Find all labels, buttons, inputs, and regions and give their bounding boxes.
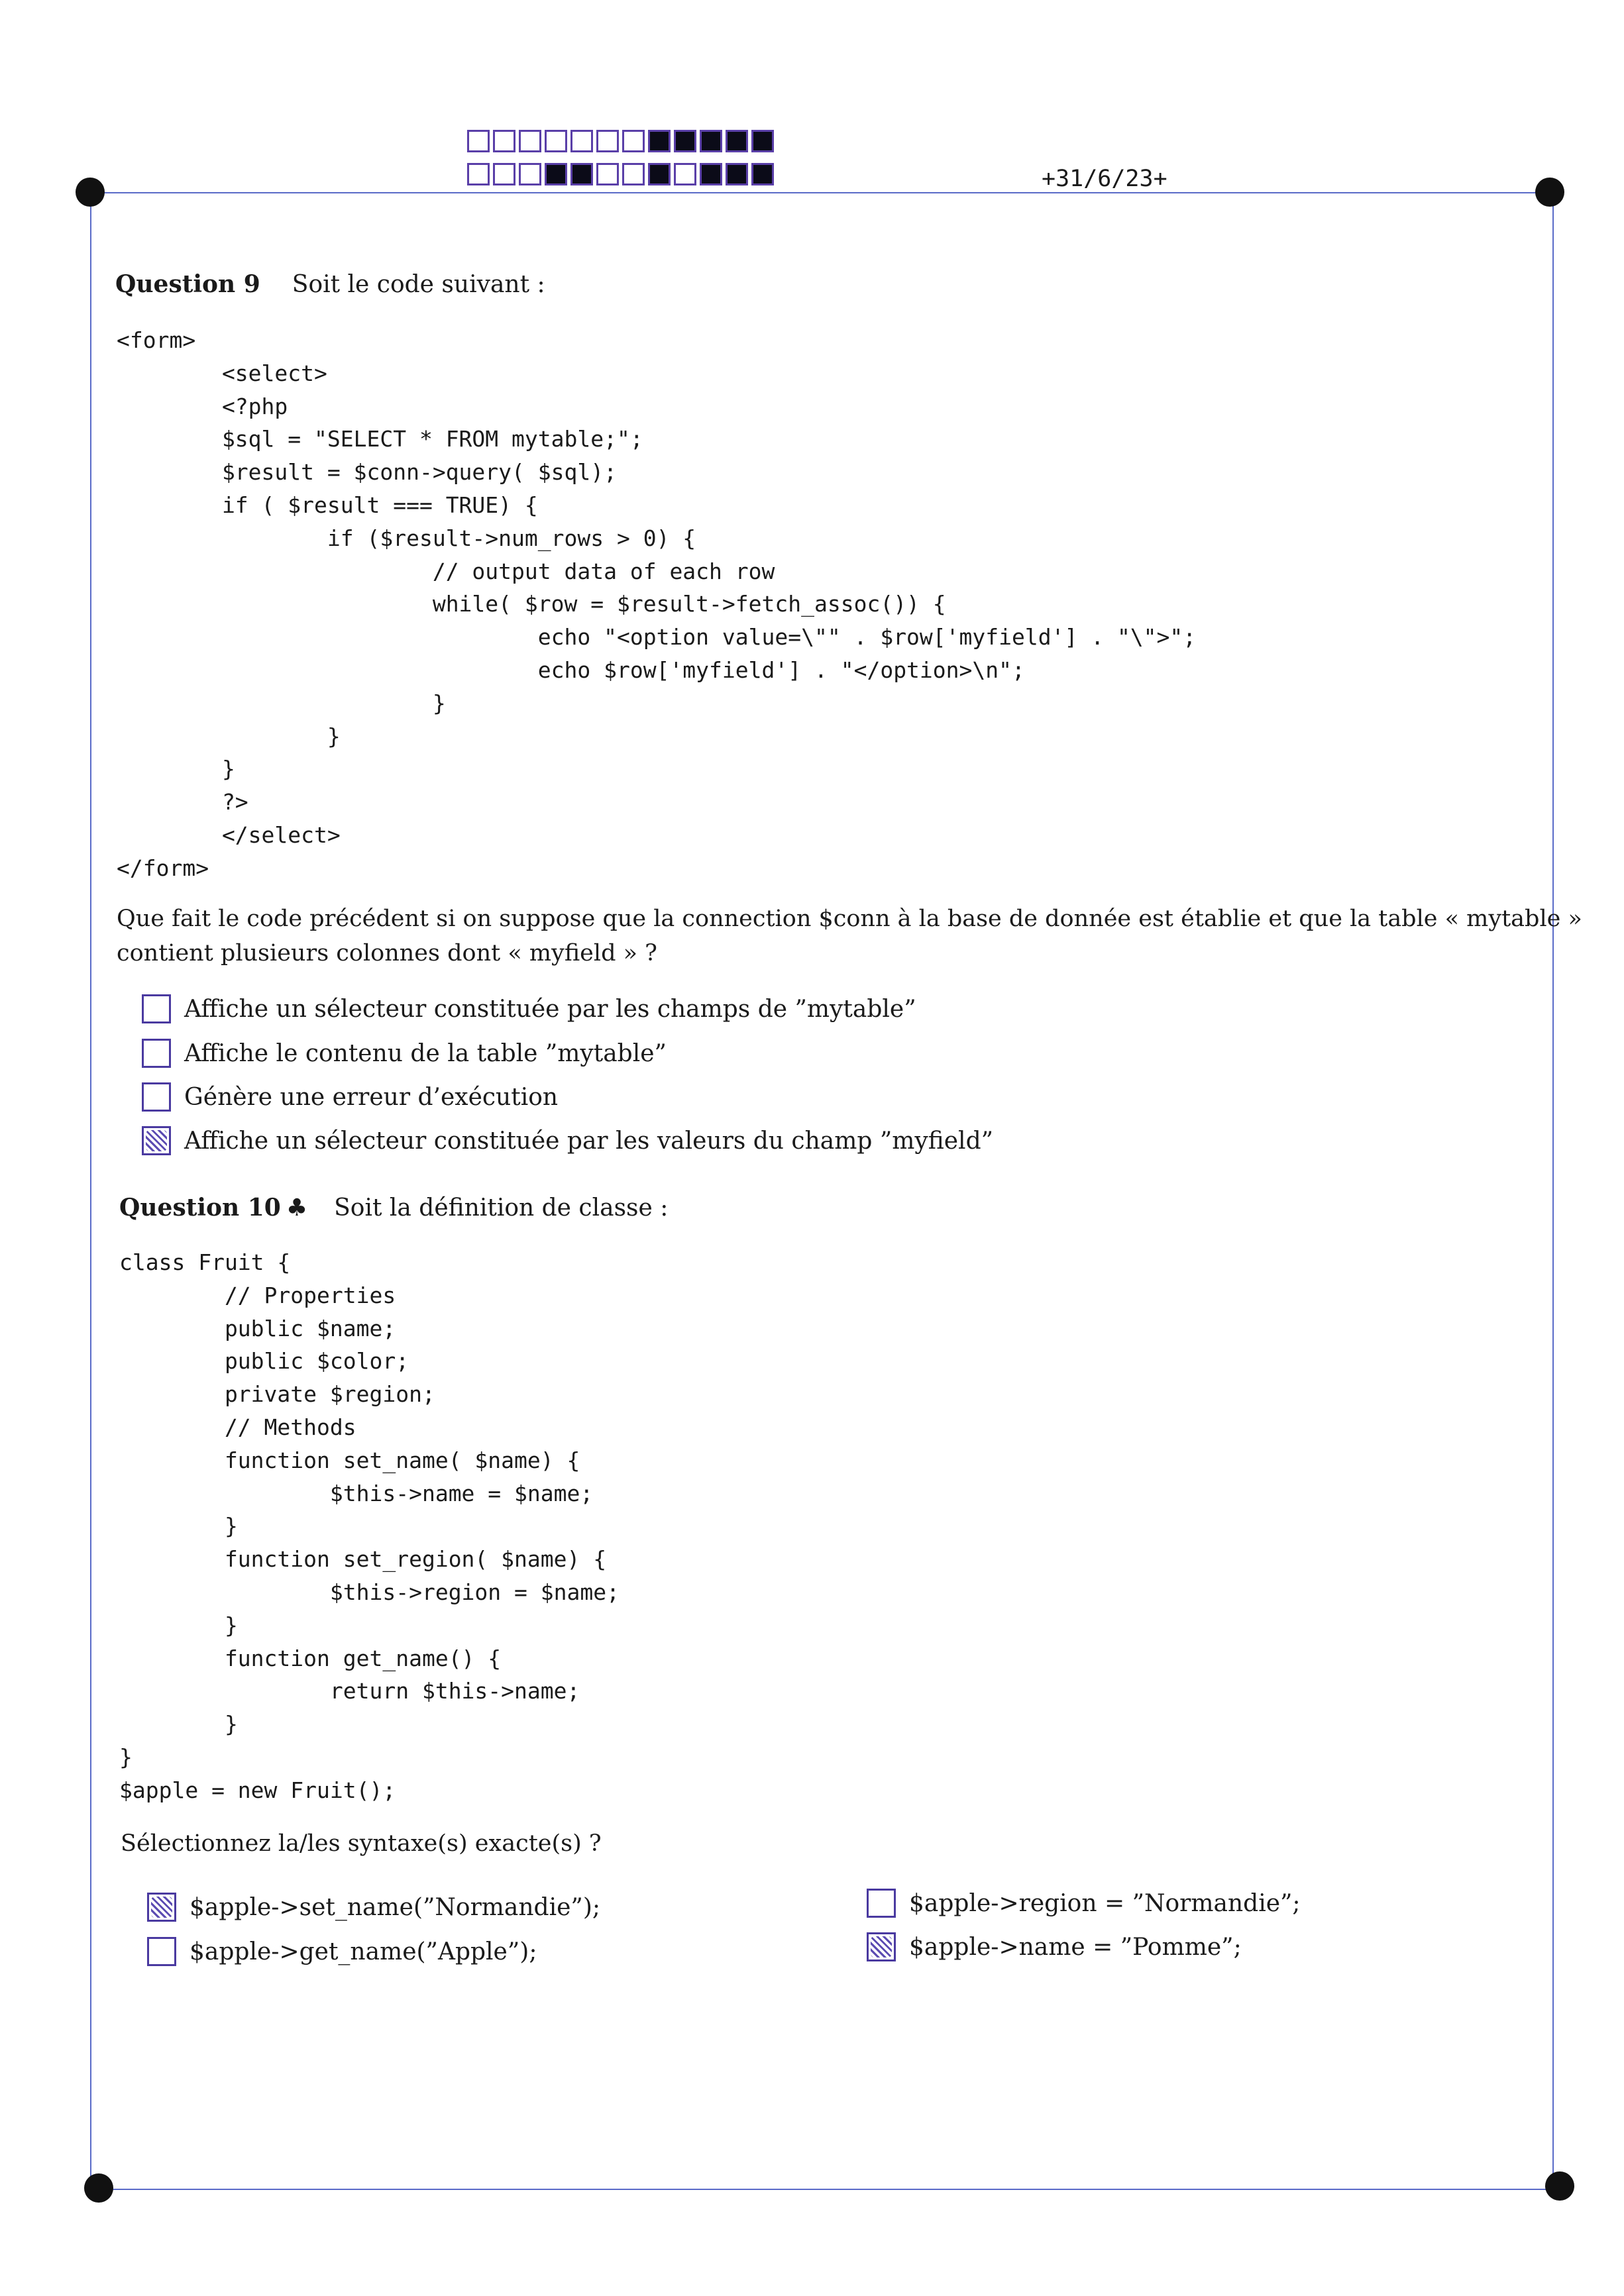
id-code-cell [622, 163, 645, 185]
question-9-heading [115, 270, 545, 298]
id-code-row-2 [467, 163, 777, 185]
id-code-cell [545, 130, 567, 152]
q10-checkbox-1[interactable] [147, 1893, 176, 1922]
q9-checkbox-3[interactable] [142, 1082, 171, 1112]
q10-checkbox-2[interactable] [147, 1937, 176, 1966]
question-10-text: Sélectionnez la/les syntaxe(s) exacte(s) ? [121, 1830, 602, 1857]
question-9-prompt: Soit le code suivant : [292, 271, 545, 298]
q9-choice-4-label: Affiche un sélecteur constituée par les valeurs du champ ”myfield” [184, 1127, 994, 1155]
club-icon: ♣ [286, 1194, 308, 1222]
page-id: +31/6/23+ [1042, 166, 1167, 192]
id-code-cell [596, 163, 619, 185]
q10-choice-3[interactable] [867, 1889, 1301, 1918]
question-9-label: Question 9 [115, 270, 260, 298]
q9-checkbox-1[interactable] [142, 994, 171, 1023]
q10-choice-2[interactable] [147, 1937, 537, 1966]
id-code-cell [648, 130, 671, 152]
q9-checkbox-2[interactable] [142, 1039, 171, 1068]
id-code-cell [545, 163, 567, 185]
id-code-cell [467, 130, 490, 152]
q10-choice-4[interactable] [867, 1932, 1242, 1961]
q9-choice-1-label: Affiche un sélecteur constituée par les champs de ”mytable” [184, 995, 916, 1023]
id-code-cell [674, 130, 696, 152]
id-code-cell [570, 163, 593, 185]
question-9-text-line-2: contient plusieurs colonnes dont « myfield » ? [117, 940, 657, 966]
question-10-heading [119, 1194, 668, 1222]
id-code-cell [726, 163, 748, 185]
q9-choice-2-label: Affiche le contenu de la table ”mytable” [184, 1039, 667, 1067]
id-code-cell [570, 130, 593, 152]
corner-mark-bottom-right [1545, 2171, 1574, 2201]
id-code-cell [751, 130, 774, 152]
question-10-code: class Fruit { // Properties public $name; public $color; private $region; // Methods function set_name( $name) { $this->name = $name; } function set_region( $name) { $this->region = $name; } function get_name() { return $this->name; } } $apple = new Fruit(); [119, 1249, 620, 1803]
q10-choice-1-label: $apple->set_name(”Normandie”); [189, 1893, 600, 1921]
q10-choice-3-label: $apple->region = ”Normandie”; [909, 1889, 1301, 1917]
id-code-cell [726, 130, 748, 152]
question-9-text-line-1: Que fait le code précédent si on suppose que la connection $conn à la base de donnée est établie et que la table « mytable » [117, 906, 1582, 932]
id-code-cell [674, 163, 696, 185]
q10-checkbox-4[interactable] [867, 1932, 896, 1961]
q9-choice-2[interactable] [142, 1039, 667, 1068]
id-code-cell [596, 130, 619, 152]
q9-choice-3[interactable] [142, 1082, 558, 1112]
q9-choice-4[interactable] [142, 1126, 993, 1155]
id-code-cell [519, 163, 541, 185]
id-code-cell [493, 130, 515, 152]
q10-checkbox-3[interactable] [867, 1889, 896, 1918]
q9-choice-3-label: Génère une erreur d’exécution [184, 1083, 559, 1111]
q10-choice-1[interactable] [147, 1893, 600, 1922]
id-code-cell [700, 163, 722, 185]
id-code-cell [751, 163, 774, 185]
q9-choice-1[interactable] [142, 994, 916, 1023]
id-code-row-1 [467, 130, 777, 152]
id-code-cell [493, 163, 515, 185]
question-9-code: <form> <select> <?php $sql = "SELECT * FROM mytable;"; $result = $conn->query( $sql); if ( $result === TRUE) { if ($result->num_rows > 0) { // output data of each row while( $row = $result->fetch_assoc()) { echo "<option value=\"" . $row['myfield'] . "\">"; echo $row['myfield'] . "</option>\n"; } } } ?> </select> </form> [117, 327, 1197, 881]
question-10-prompt: Soit la définition de classe : [334, 1194, 669, 1222]
q9-checkbox-4[interactable] [142, 1126, 171, 1155]
corner-mark-bottom-left [84, 2173, 113, 2203]
id-code-cell [648, 163, 671, 185]
id-code-cell [622, 130, 645, 152]
id-code-cell [519, 130, 541, 152]
question-10-label: Question 10 [119, 1194, 281, 1222]
corner-mark-top-right [1535, 178, 1564, 207]
q10-choice-4-label: $apple->name = ”Pomme”; [909, 1933, 1242, 1961]
corner-mark-top-left [76, 178, 105, 207]
id-code-cell [700, 130, 722, 152]
q10-choice-2-label: $apple->get_name(”Apple”); [189, 1938, 537, 1965]
id-code-cell [467, 163, 490, 185]
